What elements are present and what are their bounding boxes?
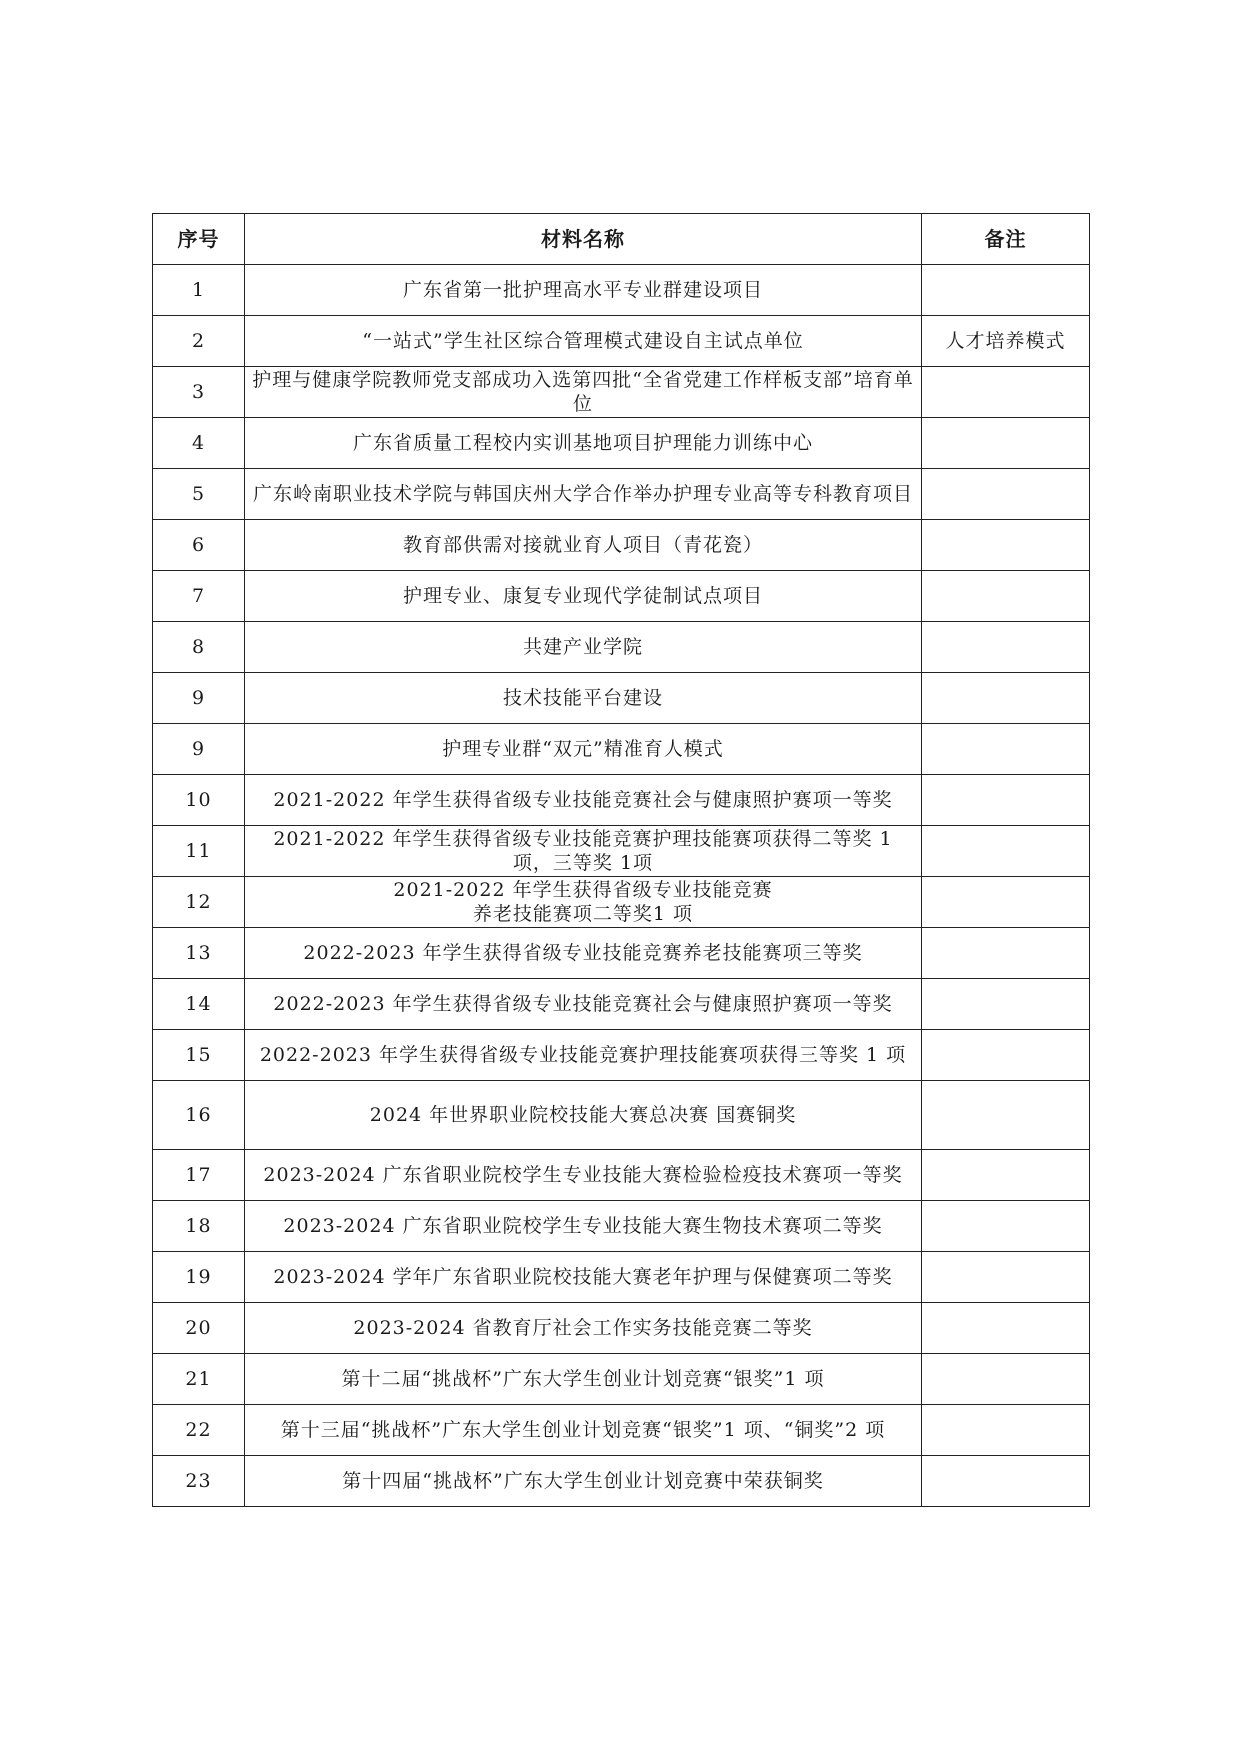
cell-name: 第十三届“挑战杯”广东大学生创业计划竞赛“银奖”1 项、“铜奖”2 项 <box>245 1405 922 1456</box>
table-row <box>153 469 1090 520</box>
cell-no: 23 <box>153 1456 245 1507</box>
cell-remark <box>922 622 1090 673</box>
header-name: 材料名称 <box>245 214 922 265</box>
cell-no: 19 <box>153 1252 245 1303</box>
header-remark: 备注 <box>922 214 1090 265</box>
cell-remark: 人才培养模式 <box>922 316 1090 367</box>
cell-no: 1 <box>153 265 245 316</box>
table-row <box>153 1081 1090 1150</box>
table-row <box>153 418 1090 469</box>
cell-no: 22 <box>153 1405 245 1456</box>
table-row <box>153 1201 1090 1252</box>
table-row <box>153 979 1090 1030</box>
cell-remark <box>922 1303 1090 1354</box>
cell-name: 2023-2024 广东省职业院校学生专业技能大赛生物技术赛项二等奖 <box>245 1201 922 1252</box>
cell-no: 15 <box>153 1030 245 1081</box>
table-row <box>153 622 1090 673</box>
cell-name: 2021-2022 年学生获得省级专业技能竞赛 养老技能赛项二等奖1 项 <box>245 877 922 928</box>
table-row <box>153 775 1090 826</box>
cell-name: 2024 年世界职业院校技能大赛总决赛 国赛铜奖 <box>245 1081 922 1150</box>
cell-no: 18 <box>153 1201 245 1252</box>
cell-no: 9 <box>153 724 245 775</box>
cell-no: 4 <box>153 418 245 469</box>
table-row <box>153 724 1090 775</box>
cell-no: 12 <box>153 877 245 928</box>
cell-no: 20 <box>153 1303 245 1354</box>
cell-name: “一站式”学生社区综合管理模式建设自主试点单位 <box>245 316 922 367</box>
cell-name: 2021-2022 年学生获得省级专业技能竞赛护理技能赛项获得二等奖 1 项，三等奖 1项 <box>245 826 922 877</box>
table-row <box>153 1405 1090 1456</box>
cell-name: 教育部供需对接就业育人项目（青花瓷） <box>245 520 922 571</box>
cell-remark <box>922 1030 1090 1081</box>
cell-remark <box>922 1201 1090 1252</box>
cell-remark <box>922 673 1090 724</box>
cell-no: 9 <box>153 673 245 724</box>
cell-no: 16 <box>153 1081 245 1150</box>
cell-remark <box>922 1252 1090 1303</box>
table-row <box>153 1456 1090 1507</box>
cell-remark <box>922 469 1090 520</box>
table-row <box>153 928 1090 979</box>
cell-remark <box>922 928 1090 979</box>
cell-name: 技术技能平台建设 <box>245 673 922 724</box>
cell-remark <box>922 1081 1090 1150</box>
table-row <box>153 1150 1090 1201</box>
table-row <box>153 1252 1090 1303</box>
materials-table <box>152 213 1090 1507</box>
table-row <box>153 520 1090 571</box>
cell-remark <box>922 1150 1090 1201</box>
cell-name: 护理与健康学院教师党支部成功入选第四批“全省党建工作样板支部”培育单位 <box>245 367 922 418</box>
cell-name: 广东岭南职业技术学院与韩国庆州大学合作举办护理专业高等专科教育项目 <box>245 469 922 520</box>
cell-no: 7 <box>153 571 245 622</box>
cell-name: 2022-2023 年学生获得省级专业技能竞赛护理技能赛项获得三等奖 1 项 <box>245 1030 922 1081</box>
table-row <box>153 1303 1090 1354</box>
cell-remark <box>922 775 1090 826</box>
table-row <box>153 826 1090 877</box>
cell-no: 10 <box>153 775 245 826</box>
header-no: 序号 <box>153 214 245 265</box>
cell-remark <box>922 367 1090 418</box>
cell-remark <box>922 520 1090 571</box>
cell-remark <box>922 1354 1090 1405</box>
cell-no: 17 <box>153 1150 245 1201</box>
table-header-row <box>153 214 1090 265</box>
cell-no: 5 <box>153 469 245 520</box>
cell-remark <box>922 1405 1090 1456</box>
cell-no: 13 <box>153 928 245 979</box>
cell-name: 护理专业、康复专业现代学徒制试点项目 <box>245 571 922 622</box>
table-row <box>153 673 1090 724</box>
cell-no: 3 <box>153 367 245 418</box>
cell-no: 21 <box>153 1354 245 1405</box>
cell-name: 护理专业群“双元”精准育人模式 <box>245 724 922 775</box>
table-row <box>153 1030 1090 1081</box>
cell-no: 6 <box>153 520 245 571</box>
cell-name: 第十二届“挑战杯”广东大学生创业计划竞赛“银奖”1 项 <box>245 1354 922 1405</box>
cell-name: 2022-2023 年学生获得省级专业技能竞赛养老技能赛项三等奖 <box>245 928 922 979</box>
cell-remark <box>922 265 1090 316</box>
cell-name: 广东省第一批护理高水平专业群建设项目 <box>245 265 922 316</box>
table-row <box>153 571 1090 622</box>
cell-name: 2023-2024 广东省职业院校学生专业技能大赛检验检疫技术赛项一等奖 <box>245 1150 922 1201</box>
cell-no: 2 <box>153 316 245 367</box>
table-row <box>153 265 1090 316</box>
cell-no: 14 <box>153 979 245 1030</box>
table-row <box>153 1354 1090 1405</box>
cell-name: 2023-2024 学年广东省职业院校技能大赛老年护理与保健赛项二等奖 <box>245 1252 922 1303</box>
cell-no: 11 <box>153 826 245 877</box>
cell-remark <box>922 877 1090 928</box>
table-body <box>153 265 1090 1507</box>
cell-no: 8 <box>153 622 245 673</box>
cell-remark <box>922 418 1090 469</box>
cell-name: 2022-2023 年学生获得省级专业技能竞赛社会与健康照护赛项一等奖 <box>245 979 922 1030</box>
cell-remark <box>922 1456 1090 1507</box>
cell-remark <box>922 826 1090 877</box>
cell-name: 第十四届“挑战杯”广东大学生创业计划竞赛中荣获铜奖 <box>245 1456 922 1507</box>
cell-name: 2021-2022 年学生获得省级专业技能竞赛社会与健康照护赛项一等奖 <box>245 775 922 826</box>
cell-name: 广东省质量工程校内实训基地项目护理能力训练中心 <box>245 418 922 469</box>
cell-name: 2023-2024 省教育厅社会工作实务技能竞赛二等奖 <box>245 1303 922 1354</box>
cell-remark <box>922 571 1090 622</box>
table-row <box>153 877 1090 928</box>
table-row <box>153 367 1090 418</box>
cell-remark <box>922 979 1090 1030</box>
table-row <box>153 316 1090 367</box>
cell-remark <box>922 724 1090 775</box>
cell-name: 共建产业学院 <box>245 622 922 673</box>
